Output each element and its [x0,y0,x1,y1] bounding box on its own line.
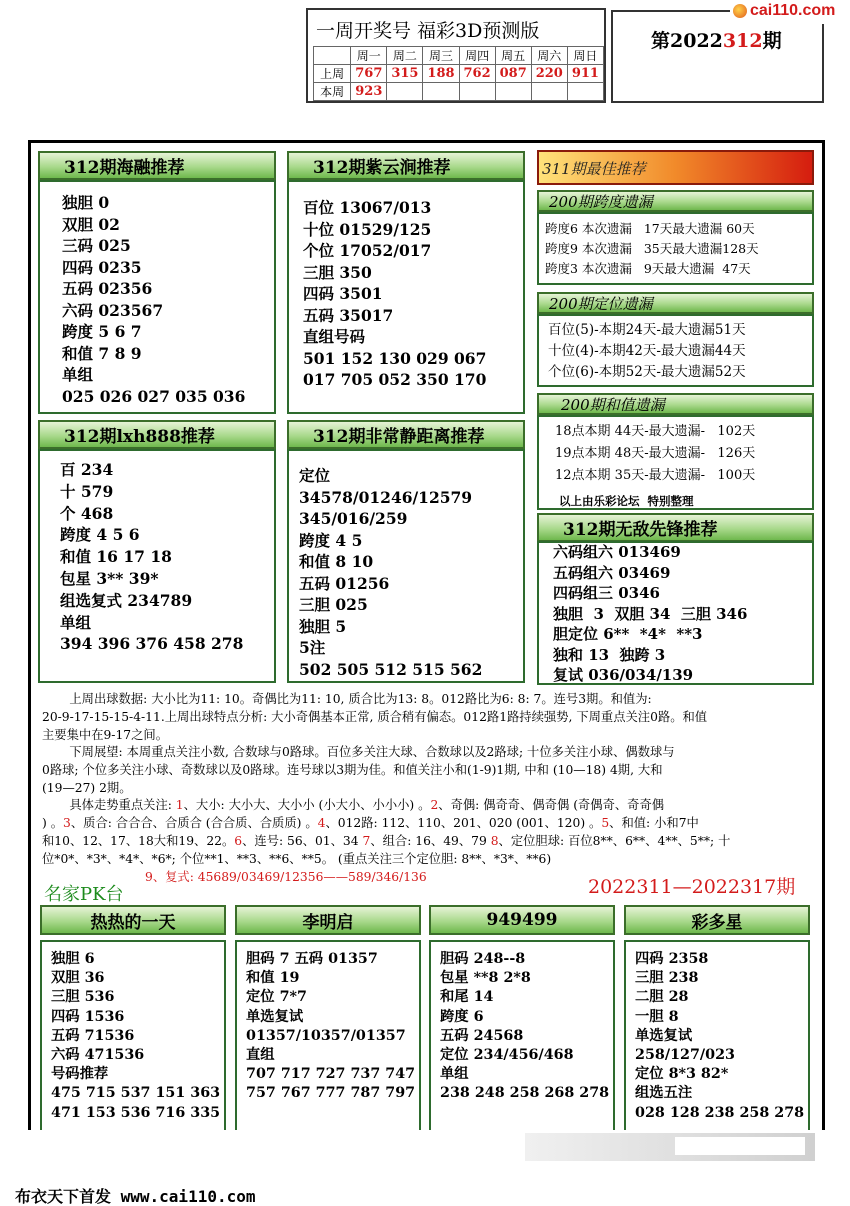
text-line [42,832,730,850]
text-line: 0路球; 个位多关注小球、奇数球以及0路球。连号球以3期为佳。和值关注小和(1-9)1期, 中和 (10—18) 4期, 大和 [42,763,663,777]
text-line: 五码组六 03469 [553,563,671,582]
text-line: 跨度3 本次遗漏 9天最大遗漏 47天 [545,261,751,276]
text-line: 跨度 4 5 6 [60,525,140,545]
hezhi-lines [555,421,755,487]
site-logo-icon [733,4,747,18]
hezhi-note: 以上由乐彩论坛 特别整理 [559,494,694,508]
text-line: 五码 02356 [62,279,153,298]
text-line: 直组号码 [303,327,366,346]
page-title: 一周开奖号 福彩3D预测版 [316,20,540,42]
lxh-header: 312期lxh888推荐 [38,420,276,449]
pk-col-header: 李明启 [235,905,421,935]
text-line: 5注 [299,638,326,657]
pk-col-header: 彩多星 [624,905,810,935]
highlight-number: 5 [601,816,610,830]
text-line: 028 128 238 258 278 [635,1104,805,1121]
text-line: 四码组三 0346 [553,584,660,602]
text-line: 个位(6)-本期52天-最大遗漏52天 [548,364,746,380]
text-line: 四码 0235 [62,257,142,277]
text-line: 直组 [246,1047,275,1064]
ziyun-box [287,180,525,414]
text-line: 二胆 28 [635,989,689,1006]
text-line: 501 152 130 029 067 [303,348,487,368]
last-cell: 911 [567,65,603,83]
text-span: 、组合: 16、49、79 [370,834,491,848]
kuadu-box [537,212,814,285]
days-cell: 周一 [351,47,387,65]
pk-col-header: 949499 [429,905,615,935]
text-line: 五码 71536 [51,1027,135,1044]
last-cell: 315 [387,65,423,83]
days-cell: 周六 [531,47,567,65]
pk-label: 名家PK台 [44,884,124,905]
text-line: 757 767 777 787 797 [246,1085,416,1102]
kuadu-header: 200期跨度遗漏 [537,190,814,212]
text-line: 一胆 8 [635,1008,679,1025]
text-span: 、和值: 小和7中 [609,816,699,830]
text-line: 单组 [440,1066,469,1083]
text-line [42,814,730,832]
dingwei-header: 200期定位遗漏 [537,292,814,314]
text-line: 独胆 0 [62,193,110,212]
text-line: 707 717 727 737 747 [246,1066,416,1083]
text-line: 十位(4)-本期42天-最大遗漏44天 [548,343,746,359]
analysis-paragraph-3 [42,796,730,868]
text-line: 单组 [62,365,94,384]
text-line: 定位 7*7 [246,989,307,1006]
kuadu-lines [545,219,759,279]
text-line: 20-9-17-15-15-4-11.上周出球特点分析: 大小奇偶基本正常, 质合稍有偏态。012路1路持续强势, 下周重点关注0路。和值 [42,710,708,724]
text-line: 百 234 [60,460,114,479]
last-cell: 762 [459,65,495,83]
draw-table [313,46,604,101]
this-cell [387,83,423,101]
text-span: 、质合: 合合合、合质合 (合合质、合质质) 。 [70,816,318,830]
issue-prefix: 第2022 [651,30,723,52]
text-line: 025 026 027 035 036 [62,386,246,406]
text-span: 、定位胆球: 百位8**、6**、4**、5**; 十 [498,834,731,848]
text-line: 独胆 6 [51,951,95,967]
lxh-lines [60,459,243,655]
text-line: 独胆 3 双胆 34 三胆 346 [553,604,748,623]
title-box [306,8,606,103]
text-line: 12点本期 35天-最大遗漏- 100天 [555,468,756,483]
text-line: 01357/10357/01357 [246,1027,406,1044]
text-line: 四码 2358 [635,951,709,967]
highlight-number: 8 [490,834,499,848]
text-line: 胆码 7 五码 01357 [246,951,378,967]
highlight-number: 1 [175,798,184,812]
text-line: 百位(5)-本期24天-最大遗漏51天 [548,322,746,338]
hairong-box [38,180,276,414]
text-line: 组选五注 [635,1085,693,1102]
this-week-label: 本周 [314,83,351,101]
text-line: 和值 16 17 18 [60,547,172,567]
text-line: 双胆 36 [51,970,105,987]
wudi-lines [553,542,747,686]
text-line: 三胆 350 [303,262,372,282]
this-cell [423,83,459,101]
best-header [537,150,814,185]
hezhi-box [537,415,814,510]
text-line: 34578/01246/12579 [299,487,473,507]
days-cell: 周四 [459,47,495,65]
analysis-fushi: 9、复式: 45689/03469/12356——589/346/136 [145,870,427,884]
site-badge [730,0,850,24]
text-line: 三胆 536 [51,989,115,1006]
ziyun-lines [303,197,486,391]
hairong-header: 312期海融推荐 [38,151,276,180]
text-line: 十位 01529/125 [303,219,432,239]
last-week-label: 上周 [314,65,351,83]
this-cell [459,83,495,101]
issue-number [651,26,782,53]
text-line: 394 396 376 458 278 [60,634,244,654]
text-line: 跨度 5 6 7 [62,322,142,341]
dingwei-box [537,314,814,387]
text-line: 组选复式 234789 [60,590,193,610]
text-line: 主要集中在9-17之间。 [42,728,169,742]
text-line: 三胆 025 [299,595,368,614]
highlight-number: 3 [63,816,71,830]
feichang-lines [299,465,482,680]
text-span: 、大小: 大小大、大小小 (小大小、小小小) 。 [183,798,431,812]
text-line: 单组 [60,612,92,632]
text-line: 独胆 5 [299,616,347,636]
text-line: 475 715 537 151 363 [51,1085,221,1102]
highlight-number: 4 [317,816,326,830]
hairong-lines [62,192,245,407]
text-line: 双胆 02 [62,214,120,234]
days-cell: 周日 [567,47,603,65]
text-line: 19点本期 48天-最大遗漏- 126天 [555,446,756,461]
site-name: cai110.com [750,2,836,19]
analysis-paragraph-1 [42,690,707,744]
text-line: (19—27) 2期。 [42,781,132,795]
text-line [42,850,730,868]
text-line: 个位 17052/017 [303,241,432,260]
bottom-bar-inner [675,1137,805,1155]
text-line: 定位 234/456/468 [440,1047,574,1064]
this-cell: 923 [351,83,387,101]
text-line: 号码推荐 [51,1066,109,1083]
pk-col-box [40,940,226,1130]
text-line: 单选复试 [246,1008,304,1025]
text-line: 258/127/023 [635,1047,735,1064]
pk-col-box [624,940,810,1130]
analysis-paragraph-2 [42,743,675,797]
text-line: 独和 13 独跨 3 [553,645,666,664]
last-cell: 087 [495,65,531,83]
text-line: 六码 471536 [51,1047,145,1064]
wudi-header: 312期无敌先锋推荐 [537,513,814,542]
text-line: 包星 3** 39* [60,568,159,588]
highlight-number: 6 [234,834,243,848]
text-line [42,796,730,814]
text-line: 复试 036/034/139 [553,666,694,684]
text-line: 下周展望: 本周重点关注小数, 合数球与0路球。百位多关注大球、合数球以及2路球; 十位多关注小球、偶数球与 [42,745,675,759]
text-span: 、012路: 112、110、201、020 (001、120) 。 [325,816,602,830]
text-line: 三码 025 [62,236,131,255]
text-line: 胆定位 6** *4* **3 [553,625,703,643]
text-line: 五码 35017 [303,305,394,325]
text-line: 定位 8*3 82* [635,1066,729,1083]
text-line: 和值 7 8 9 [62,343,142,363]
last-cell: 767 [351,65,387,83]
pk-col-lines [51,950,220,1123]
text-line: 胆码 248--8 [440,951,526,967]
text-line: 和值 8 10 [299,552,374,571]
text-span: 、奇偶: 偶奇奇、偶奇偶 (奇偶奇、奇奇偶 [438,798,665,812]
this-cell [531,83,567,101]
text-span: 具体走势重点关注: [42,798,176,812]
last-cell: 188 [423,65,459,83]
text-line: 上周出球数据: 大小比为11: 10。奇偶比为11: 10, 质合比为13: 8。012路比为6: 8: 7。连号3期。和值为: [42,692,652,706]
issue-suffix: 期 [762,30,782,52]
text-span: 位*0*、*3*、*4*、*6*; 个位**1、**3、**6、**5。 (重点关注三个定位胆: 8**、*3*、**6) [42,852,552,866]
text-line: 四码 1536 [51,1008,125,1025]
text-span: 、连号: 56、01、34 [242,834,363,848]
text-line: 345/016/259 [299,509,408,528]
text-line: 包星 **8 2*8 [440,970,531,987]
text-line: 跨度6 本次遗漏 17天最大遗漏 60天 [545,221,755,236]
wudi-box [537,541,814,685]
text-line: 六码 023567 [62,300,164,320]
last-cell: 220 [531,65,567,83]
text-line: 502 505 512 515 562 [299,659,483,679]
days-cell: 周五 [495,47,531,65]
dingwei-lines [548,320,746,383]
pk-col-box [235,940,421,1130]
text-line: 定位 [299,466,331,485]
text-line: 三胆 238 [635,970,699,987]
text-line: 18点本期 44天-最大遗漏- 102天 [555,424,756,439]
text-line: 个 468 [60,503,114,523]
feichang-box [287,449,525,683]
text-line: 跨度 4 5 [299,530,363,550]
footer-text: 布衣天下首发 www.cai110.com [15,1187,256,1206]
ziyun-header: 312期紫云涧推荐 [287,151,525,180]
highlight-number: 2 [430,798,439,812]
feichang-header: 312期非常静距离推荐 [287,420,525,449]
days-cell: 周三 [423,47,459,65]
text-line: 十 579 [60,481,114,501]
text-line: 单选复试 [635,1027,693,1044]
pk-col-header: 热热的一天 [40,905,226,935]
text-span: ) 。 [42,816,64,830]
text-line: 471 153 536 716 335 [51,1104,221,1121]
text-line: 和尾 14 [440,989,494,1006]
pk-col-lines [635,950,804,1123]
hezhi-header: 200期和值遗漏 [537,393,814,415]
days-cell: 周二 [387,47,423,65]
best-title: 311期最佳推荐 [542,160,646,178]
text-line: 百位 13067/013 [303,198,432,217]
text-line: 四码 3501 [303,284,383,303]
text-line: 和值 19 [246,970,300,987]
issue-num: 312 [722,30,763,52]
text-line: 五码 24568 [440,1027,524,1044]
pk-col-lines [246,950,415,1104]
text-span: 和10、12、17、18大和19、22。 [42,834,235,848]
text-line: 跨度 6 [440,1008,484,1025]
pk-col-lines [440,950,609,1104]
text-line: 五码 01256 [299,573,390,593]
this-cell [495,83,531,101]
text-line: 238 248 258 268 278 [440,1085,610,1102]
pk-range: 2022311—2022317期 [588,876,796,898]
text-line: 跨度9 本次遗漏 35天最大遗漏128天 [545,241,759,256]
highlight-number: 7 [362,834,371,848]
text-line: 017 705 052 350 170 [303,370,487,389]
this-cell [567,83,603,101]
pk-col-box [429,940,615,1130]
text-line: 六码组六 013469 [553,543,681,561]
lxh-box [38,449,276,683]
